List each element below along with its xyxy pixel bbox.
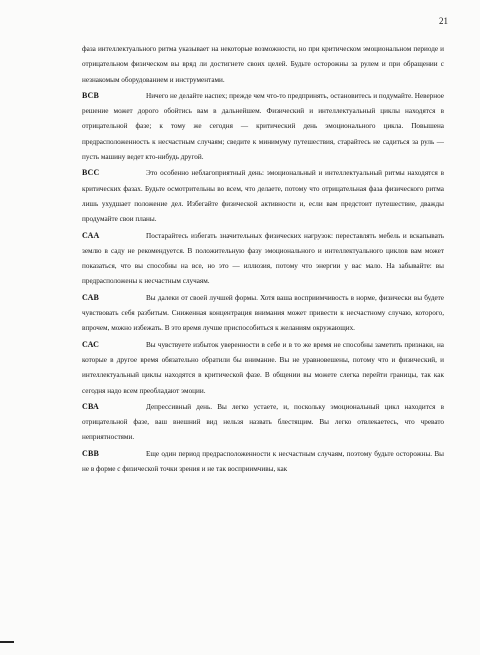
entry-text: Вы чувствуете избыток уверенности в себе и в то же время не способны заметить признаки, на которые в другое время обязательно обратили бы внимание. Вы не уравновешены, потому что и физический, и интеллектуальный циклы находятся в критической фазе. В общении вы можете слегка перейти границы, так как сегодня надо всем преобладают эмоции. [82, 340, 444, 395]
entry-text: Это особенно неблагоприятный день: эмоциональный и интеллектуальный ритмы находятся в критических фазах. Будьте осмотрительны во всем, что делаете, потому что отрицательная фаза физического ритма лишь ухудшает положение дел. Избегайте физической активности и, если вам предстоит путешествие, дважды продумайте свои планы. [82, 169, 444, 224]
entry-code: ВСС [82, 168, 100, 178]
entry-cbb [82, 446, 444, 478]
entry-cac [82, 337, 444, 399]
entry-text: Постарайтесь избегать значительных физических нагрузок: переставлять мебель и вскапывать землю в саду не рекомендуется. В положительную фазу эмоционального и интеллектуального циклов вам может показаться, что вы способны на все, но это — иллюзия, потому что энергии у вас мало. На забывайте: вы предрасположены к несчастным случаям. [82, 231, 444, 286]
entry-bcc [82, 165, 444, 227]
page-body [82, 42, 444, 477]
entry-caa [82, 228, 444, 290]
entry-cab [82, 290, 444, 337]
entry-code: СВВ [82, 448, 100, 458]
entry-text: Ничего не делайте наспех; прежде чем что-то предпринять, остановитесь и подумайте. Неверное решение может дорого обойтись вам в дальнейшем. Физический и интеллектуальный циклы находятся в отрицательной фазе; к тому же сегодня — критический день эмоционального цикла. Повышена предрасположенность к несчастным случаям; сведите к минимуму путешествия, старайтесь не садиться за руль — пусть машину ведет кто-нибудь другой. [82, 91, 444, 162]
intro-paragraph: фаза интеллектуального ритма указывает на некоторые возможности, но при критическом эмоциональном периоде и отрицательном физическом вы вряд ли достигнете своих целей. Будьте осторожны за рулем и при обращении с незнакомым оборудованием и инструментами. [82, 45, 444, 84]
entry-text: Вы далеки от своей лучшей формы. Хотя ваша восприимчивость в норме, физически вы будете чувствовать себя разбитым. Сниженная концентрация внимания может привести к несчастному случаю, которого, впрочем, можно избежать. В это время лучше приспособиться к желаниям окружающих. [82, 293, 444, 333]
entry-bcb [82, 88, 444, 165]
scan-mark [0, 641, 14, 643]
page-number: 21 [439, 16, 448, 26]
entry-text: Депрессивный день. Вы легко устаете, и, поскольку эмоциональный цикл находится в отрицательной фазе, ваш внешний вид нельзя назвать блестящим. Вы легко отвлекаетесь, что чревато неприятностями. [82, 402, 444, 442]
entry-code: САА [82, 230, 100, 240]
entry-text: Еще один период предрасположенности к несчастным случаям, поэтому будьте осторожны. Вы не в форме с физической точки зрения и не так восприимчивы, как [82, 449, 444, 474]
entry-code: ВСВ [82, 90, 100, 100]
entry-cba [82, 399, 444, 446]
entry-code: САС [82, 339, 100, 349]
entry-code: САВ [82, 292, 100, 302]
entry-code: СВА [82, 401, 99, 411]
